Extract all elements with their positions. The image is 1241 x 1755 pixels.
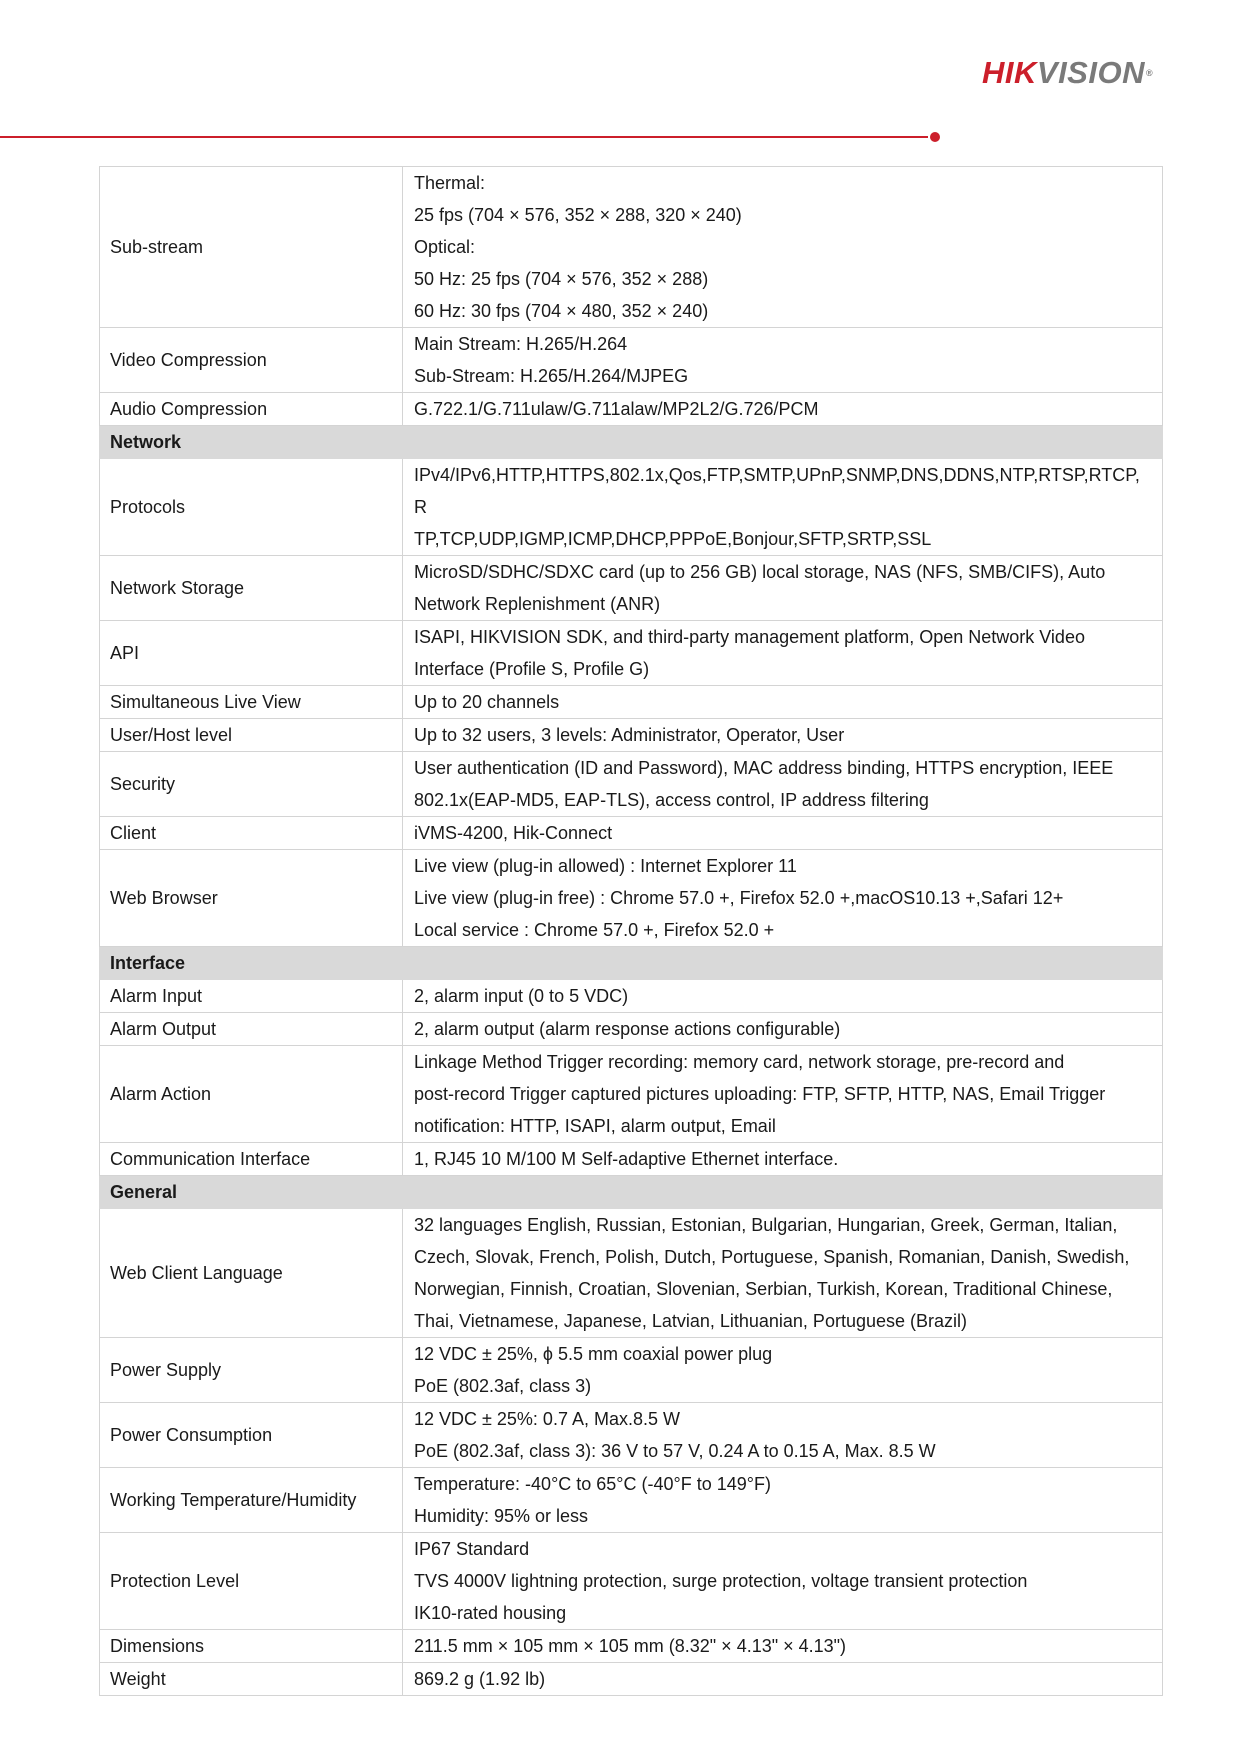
spec-label: Video Compression	[100, 328, 403, 393]
spec-value	[403, 1663, 1163, 1696]
spec-value	[403, 817, 1163, 850]
spec-row	[100, 1338, 1163, 1403]
spec-value	[403, 686, 1163, 719]
spec-row	[100, 1046, 1163, 1143]
logo-text-vision: VISION	[1036, 55, 1145, 90]
spec-row	[100, 328, 1163, 393]
spec-value	[403, 719, 1163, 752]
spec-label: Client	[100, 817, 403, 850]
spec-table-body	[100, 167, 1163, 1696]
spec-value-line: Czech, Slovak, French, Polish, Dutch, Portuguese, Spanish, Romanian, Danish, Swedish,	[414, 1247, 1130, 1267]
spec-value-line: 802.1x(EAP-MD5, EAP-TLS), access control, IP address filtering	[414, 790, 929, 810]
spec-value-line: 60 Hz: 30 fps (704 × 480, 352 × 240)	[414, 301, 709, 321]
spec-value-line: Local service : Chrome 57.0 +, Firefox 52.0 +	[414, 920, 775, 940]
spec-value	[403, 1143, 1163, 1176]
spec-value	[403, 459, 1163, 556]
spec-value-line: Interface (Profile S, Profile G)	[414, 659, 650, 679]
spec-value-line: PoE (802.3af, class 3): 36 V to 57 V, 0.24 A to 0.15 A, Max. 8.5 W	[414, 1441, 936, 1461]
hikvision-logo	[982, 56, 1172, 90]
spec-row	[100, 167, 1163, 328]
spec-label: Working Temperature/Humidity	[100, 1468, 403, 1533]
spec-value-line: PoE (802.3af, class 3)	[414, 1376, 592, 1396]
spec-table	[99, 166, 1163, 1696]
spec-value	[403, 1468, 1163, 1533]
spec-label: Alarm Action	[100, 1046, 403, 1143]
spec-value	[403, 850, 1163, 947]
section-title: General	[100, 1176, 1163, 1209]
spec-row	[100, 1663, 1163, 1696]
spec-row	[100, 850, 1163, 947]
spec-label: Sub-stream	[100, 167, 403, 328]
spec-value-line: 1, RJ45 10 M/100 M Self-adaptive Ethernet interface.	[414, 1149, 839, 1169]
header-rule-dot	[930, 132, 940, 142]
spec-value-line: post-record Trigger captured pictures uploading: FTP, SFTP, HTTP, NAS, Email Trigger	[414, 1084, 1106, 1104]
spec-label: Security	[100, 752, 403, 817]
spec-value-line: Optical:	[414, 237, 476, 257]
spec-label: Web Browser	[100, 850, 403, 947]
spec-value-line: ISAPI, HIKVISION SDK, and third-party management platform, Open Network Video	[414, 627, 1085, 647]
spec-row	[100, 980, 1163, 1013]
spec-value-line: Thermal:	[414, 173, 486, 193]
spec-value-line: Up to 32 users, 3 levels: Administrator, Operator, User	[414, 725, 845, 745]
spec-value	[403, 980, 1163, 1013]
spec-value-line: notification: HTTP, ISAPI, alarm output, Email	[414, 1116, 776, 1136]
spec-row	[100, 1209, 1163, 1338]
spec-row	[100, 621, 1163, 686]
spec-value-line: MicroSD/SDHC/SDXC card (up to 256 GB) local storage, NAS (NFS, SMB/CIFS), Auto	[414, 562, 1106, 582]
section-header-row	[100, 947, 1163, 980]
spec-label: Network Storage	[100, 556, 403, 621]
spec-value-line: IPv4/IPv6,HTTP,HTTPS,802.1x,Qos,FTP,SMTP,UPnP,SNMP,DNS,DDNS,NTP,RTSP,RTCP,R	[414, 465, 1140, 517]
spec-row	[100, 1143, 1163, 1176]
spec-row	[100, 393, 1163, 426]
spec-value	[403, 621, 1163, 686]
spec-label: Protection Level	[100, 1533, 403, 1630]
spec-value-line: Norwegian, Finnish, Croatian, Slovenian, Serbian, Turkish, Korean, Traditional Chinese,	[414, 1279, 1113, 1299]
spec-value	[403, 556, 1163, 621]
spec-row	[100, 719, 1163, 752]
spec-value	[403, 1338, 1163, 1403]
spec-value-line: User authentication (ID and Password), MAC address binding, HTTPS encryption, IEEE	[414, 758, 1114, 778]
spec-label: Simultaneous Live View	[100, 686, 403, 719]
spec-value-line: TVS 4000V lightning protection, surge protection, voltage transient protection	[414, 1571, 1028, 1591]
spec-value	[403, 1209, 1163, 1338]
spec-row	[100, 459, 1163, 556]
spec-value-line: Humidity: 95% or less	[414, 1506, 589, 1526]
spec-label: User/Host level	[100, 719, 403, 752]
section-title: Interface	[100, 947, 1163, 980]
header-rule	[0, 136, 928, 138]
spec-row	[100, 1013, 1163, 1046]
spec-value-line: 12 VDC ± 25%: 0.7 A, Max.8.5 W	[414, 1409, 680, 1429]
spec-value	[403, 167, 1163, 328]
spec-value-line: Up to 20 channels	[414, 692, 560, 712]
spec-value-line: Thai, Vietnamese, Japanese, Latvian, Lithuanian, Portuguese (Brazil)	[414, 1311, 967, 1331]
spec-label: Audio Compression	[100, 393, 403, 426]
registered-mark: ®	[1145, 68, 1154, 78]
spec-label: Communication Interface	[100, 1143, 403, 1176]
section-title: Network	[100, 426, 1163, 459]
spec-row	[100, 686, 1163, 719]
spec-value	[403, 328, 1163, 393]
logo-text-hik: HIK	[982, 55, 1037, 90]
spec-label: Weight	[100, 1663, 403, 1696]
spec-value	[403, 1046, 1163, 1143]
spec-value-line: IK10-rated housing	[414, 1603, 567, 1623]
spec-row	[100, 1403, 1163, 1468]
spec-row	[100, 1630, 1163, 1663]
spec-label: Alarm Output	[100, 1013, 403, 1046]
spec-value-line: 2, alarm input (0 to 5 VDC)	[414, 986, 629, 1006]
spec-value-line: 25 fps (704 × 576, 352 × 288, 320 × 240)	[414, 205, 742, 225]
spec-label: Web Client Language	[100, 1209, 403, 1338]
spec-row	[100, 752, 1163, 817]
spec-value-line: 869.2 g (1.92 lb)	[414, 1669, 546, 1689]
spec-value-line: 32 languages English, Russian, Estonian, Bulgarian, Hungarian, Greek, German, Italian,	[414, 1215, 1118, 1235]
spec-label: Protocols	[100, 459, 403, 556]
spec-value-line: G.722.1/G.711ulaw/G.711alaw/MP2L2/G.726/PCM	[414, 399, 819, 419]
section-header-row	[100, 1176, 1163, 1209]
spec-value-line: TP,TCP,UDP,IGMP,ICMP,DHCP,PPPoE,Bonjour,SFTP,SRTP,SSL	[414, 529, 932, 549]
spec-value-line: Live view (plug-in allowed) : Internet Explorer 11	[414, 856, 797, 876]
spec-value-line: 2, alarm output (alarm response actions configurable)	[414, 1019, 841, 1039]
spec-value	[403, 393, 1163, 426]
spec-value-line: 211.5 mm × 105 mm × 105 mm (8.32" × 4.13" × 4.13")	[414, 1636, 847, 1656]
spec-label: API	[100, 621, 403, 686]
section-header-row	[100, 426, 1163, 459]
spec-value-line: Live view (plug-in free) : Chrome 57.0 +, Firefox 52.0 +,macOS10.13 +,Safari 12+	[414, 888, 1064, 908]
spec-label: Dimensions	[100, 1630, 403, 1663]
spec-value-line: IP67 Standard	[414, 1539, 530, 1559]
spec-value	[403, 752, 1163, 817]
spec-label: Power Consumption	[100, 1403, 403, 1468]
spec-row	[100, 1468, 1163, 1533]
spec-value-line: Sub-Stream: H.265/H.264/MJPEG	[414, 366, 689, 386]
spec-value-line: iVMS-4200, Hik-Connect	[414, 823, 613, 843]
spec-value-line: 50 Hz: 25 fps (704 × 576, 352 × 288)	[414, 269, 709, 289]
spec-label: Power Supply	[100, 1338, 403, 1403]
spec-row	[100, 556, 1163, 621]
spec-value	[403, 1013, 1163, 1046]
spec-value-line: Temperature: -40°C to 65°C (-40°F to 149°F)	[414, 1474, 771, 1494]
spec-value-line: Linkage Method Trigger recording: memory card, network storage, pre-record and	[414, 1052, 1065, 1072]
spec-value-line: Main Stream: H.265/H.264	[414, 334, 628, 354]
spec-value	[403, 1403, 1163, 1468]
spec-label: Alarm Input	[100, 980, 403, 1013]
spec-value-line: Network Replenishment (ANR)	[414, 594, 661, 614]
spec-value	[403, 1630, 1163, 1663]
spec-row	[100, 817, 1163, 850]
spec-value-line: 12 VDC ± 25%, ϕ 5.5 mm coaxial power plug	[414, 1344, 773, 1364]
spec-value	[403, 1533, 1163, 1630]
spec-row	[100, 1533, 1163, 1630]
